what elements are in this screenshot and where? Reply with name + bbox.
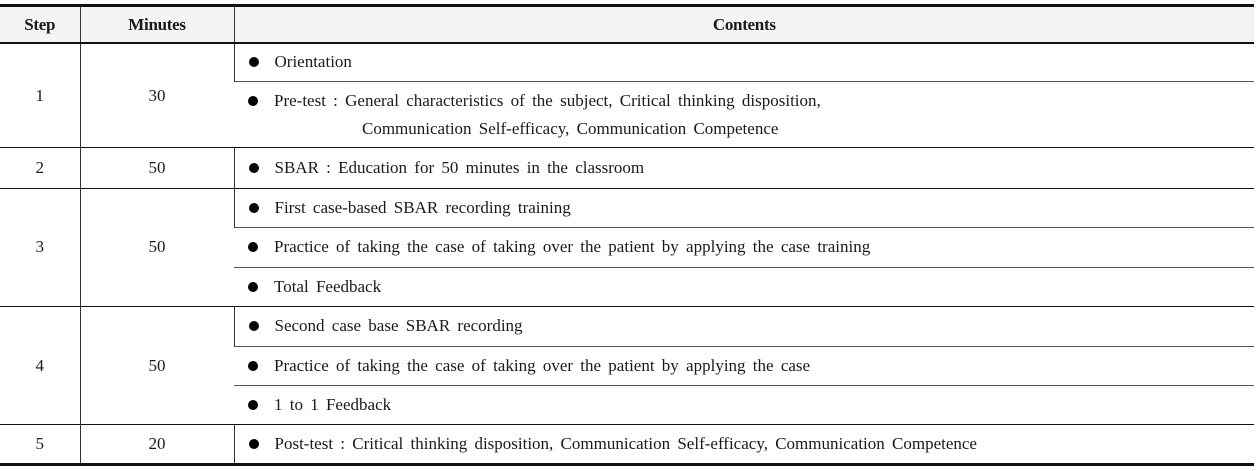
item-text: Practice of taking the case of taking over the patient by applying the case [274, 355, 811, 375]
bullet-icon [249, 163, 259, 173]
content-cell [234, 307, 1254, 346]
step-cell: 5 [0, 425, 80, 465]
header-contents: Contents [234, 6, 1254, 44]
minutes-cell: 30 [80, 43, 234, 148]
item-text-continuation: Communication Self-efficacy, Communication Competence [362, 118, 779, 138]
content-item [248, 273, 1254, 301]
step-cell: 2 [0, 148, 80, 188]
content-cell [234, 81, 1254, 147]
content-item [248, 352, 1254, 380]
content-cell [234, 148, 1254, 188]
table-row [0, 148, 1254, 188]
bullet-icon [249, 203, 259, 213]
content-cell [234, 43, 1254, 81]
item-text: Pre-test : General characteristics of the subject, Critical thinking disposition, [274, 90, 821, 110]
header-step: Step [0, 6, 80, 44]
content-item [248, 85, 1254, 145]
content-cell [234, 228, 1254, 267]
content-cell [234, 267, 1254, 306]
table-row [0, 307, 1254, 346]
minutes-cell: 50 [80, 307, 234, 425]
header-row [0, 6, 1254, 44]
content-item [249, 48, 1255, 76]
item-text: Practice of taking the case of taking over the patient by applying the case training [274, 237, 871, 257]
content-item [248, 233, 1254, 261]
item-text: First case-based SBAR recording training [274, 198, 571, 218]
step-cell: 1 [35, 85, 44, 105]
content-cell [234, 188, 1254, 227]
content-item [249, 312, 1255, 340]
bullet-icon [248, 242, 258, 252]
item-text: 1 to 1 Feedback [274, 395, 392, 415]
item-text: Total Feedback [274, 276, 382, 296]
content-item [249, 194, 1255, 222]
bullet-icon [248, 400, 258, 410]
content-item [249, 430, 1255, 458]
minutes-cell: 20 [80, 425, 234, 465]
content-cell [234, 425, 1254, 465]
content-item [248, 391, 1254, 419]
bullet-icon [248, 282, 258, 292]
bullet-icon [249, 321, 259, 331]
item-text: Second case base SBAR recording [274, 316, 523, 336]
header-minutes: Minutes [80, 6, 234, 44]
step-cell: 4 [0, 307, 80, 425]
table-row [0, 43, 1254, 81]
bullet-icon [248, 96, 258, 106]
item-text: Post-test : Critical thinking disposition, Communication Self-efficacy, Communication Competence [274, 434, 977, 454]
steps-table [0, 4, 1254, 466]
minutes-cell: 50 [80, 188, 234, 306]
content-cell [234, 386, 1254, 425]
step-cell: 3 [0, 188, 80, 306]
bullet-icon [248, 361, 258, 371]
table-row [0, 188, 1254, 227]
minutes-cell: 50 [80, 148, 234, 188]
table-row [0, 425, 1254, 465]
bullet-icon [249, 57, 259, 67]
item-text: Orientation [274, 52, 352, 72]
bullet-icon [249, 439, 259, 449]
item-text: SBAR : Education for 50 minutes in the classroom [274, 158, 645, 178]
content-cell [234, 346, 1254, 385]
content-item [249, 154, 1255, 182]
